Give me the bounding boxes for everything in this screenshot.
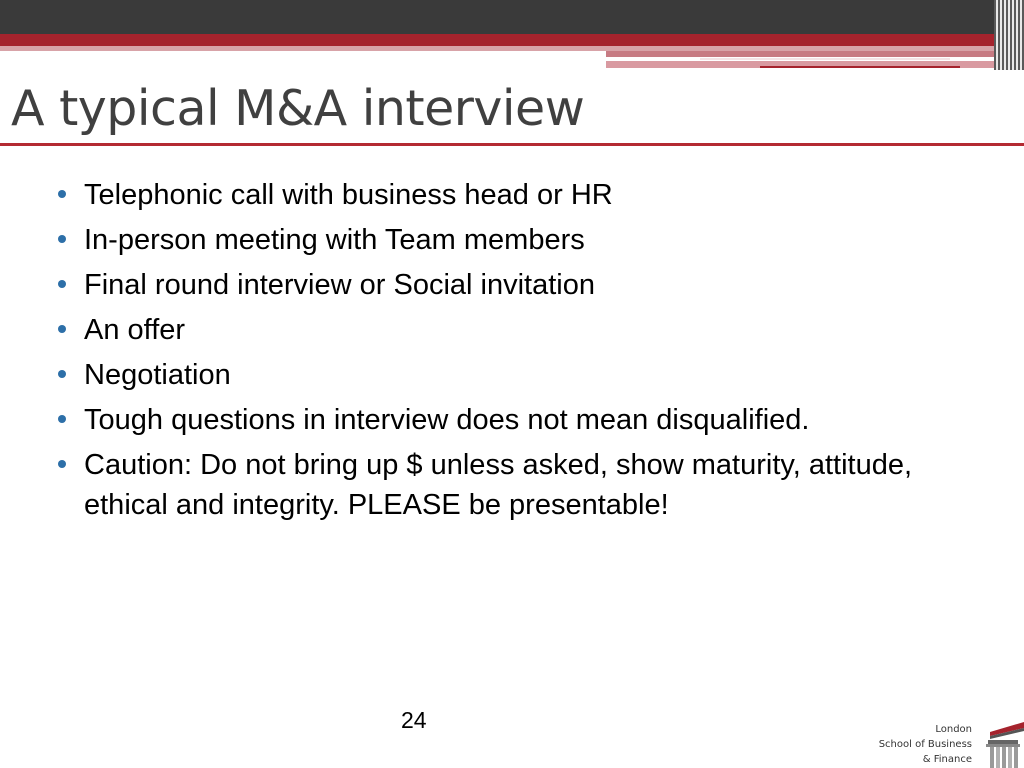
bullet-dot-icon <box>58 370 66 378</box>
page-number: 24 <box>401 707 427 733</box>
title-underline <box>0 143 1024 146</box>
bullet-dot-icon <box>58 190 66 198</box>
logo-line-1: London <box>935 724 972 735</box>
header-ribbon-highlight <box>700 58 950 60</box>
bullet-text: Negotiation <box>84 359 231 391</box>
bullet-item <box>56 220 976 260</box>
school-logo <box>862 722 1024 768</box>
header-red-bar <box>0 34 1024 46</box>
bullet-text: Telephonic call with business head or HR <box>84 179 613 211</box>
bullet-text: Caution: Do not bring up $ unless asked, show maturity, attitude, ethical and integrity. PLEASE be presentable! <box>84 449 913 521</box>
bullet-text: In-person meeting with Team members <box>84 224 585 256</box>
bullet-text: Tough questions in interview does not mean disqualified. <box>84 404 810 436</box>
slide-title: A typical M&A interview <box>11 80 585 137</box>
bullet-list <box>56 175 976 530</box>
logo-text <box>879 722 972 767</box>
column-logo-icon <box>976 722 1024 768</box>
bullet-item <box>56 400 976 440</box>
bullet-item <box>56 265 976 305</box>
bullet-dot-icon <box>58 280 66 288</box>
header-ribbon-accent <box>760 66 960 68</box>
bullet-item <box>56 175 976 215</box>
bullet-item <box>56 310 976 350</box>
bullet-dot-icon <box>58 415 66 423</box>
bullet-dot-icon <box>58 460 66 468</box>
bullet-item <box>56 445 976 525</box>
bullet-dot-icon <box>58 235 66 243</box>
logo-line-3: & Finance <box>922 754 972 765</box>
bullet-item <box>56 355 976 395</box>
logo-line-2: School of Business <box>878 739 972 750</box>
bullet-text: An offer <box>84 314 186 346</box>
header-stripes <box>994 0 1024 70</box>
bullet-text: Final round interview or Social invitation <box>84 269 595 301</box>
header-dark-bar <box>0 0 1024 34</box>
bullet-dot-icon <box>58 325 66 333</box>
